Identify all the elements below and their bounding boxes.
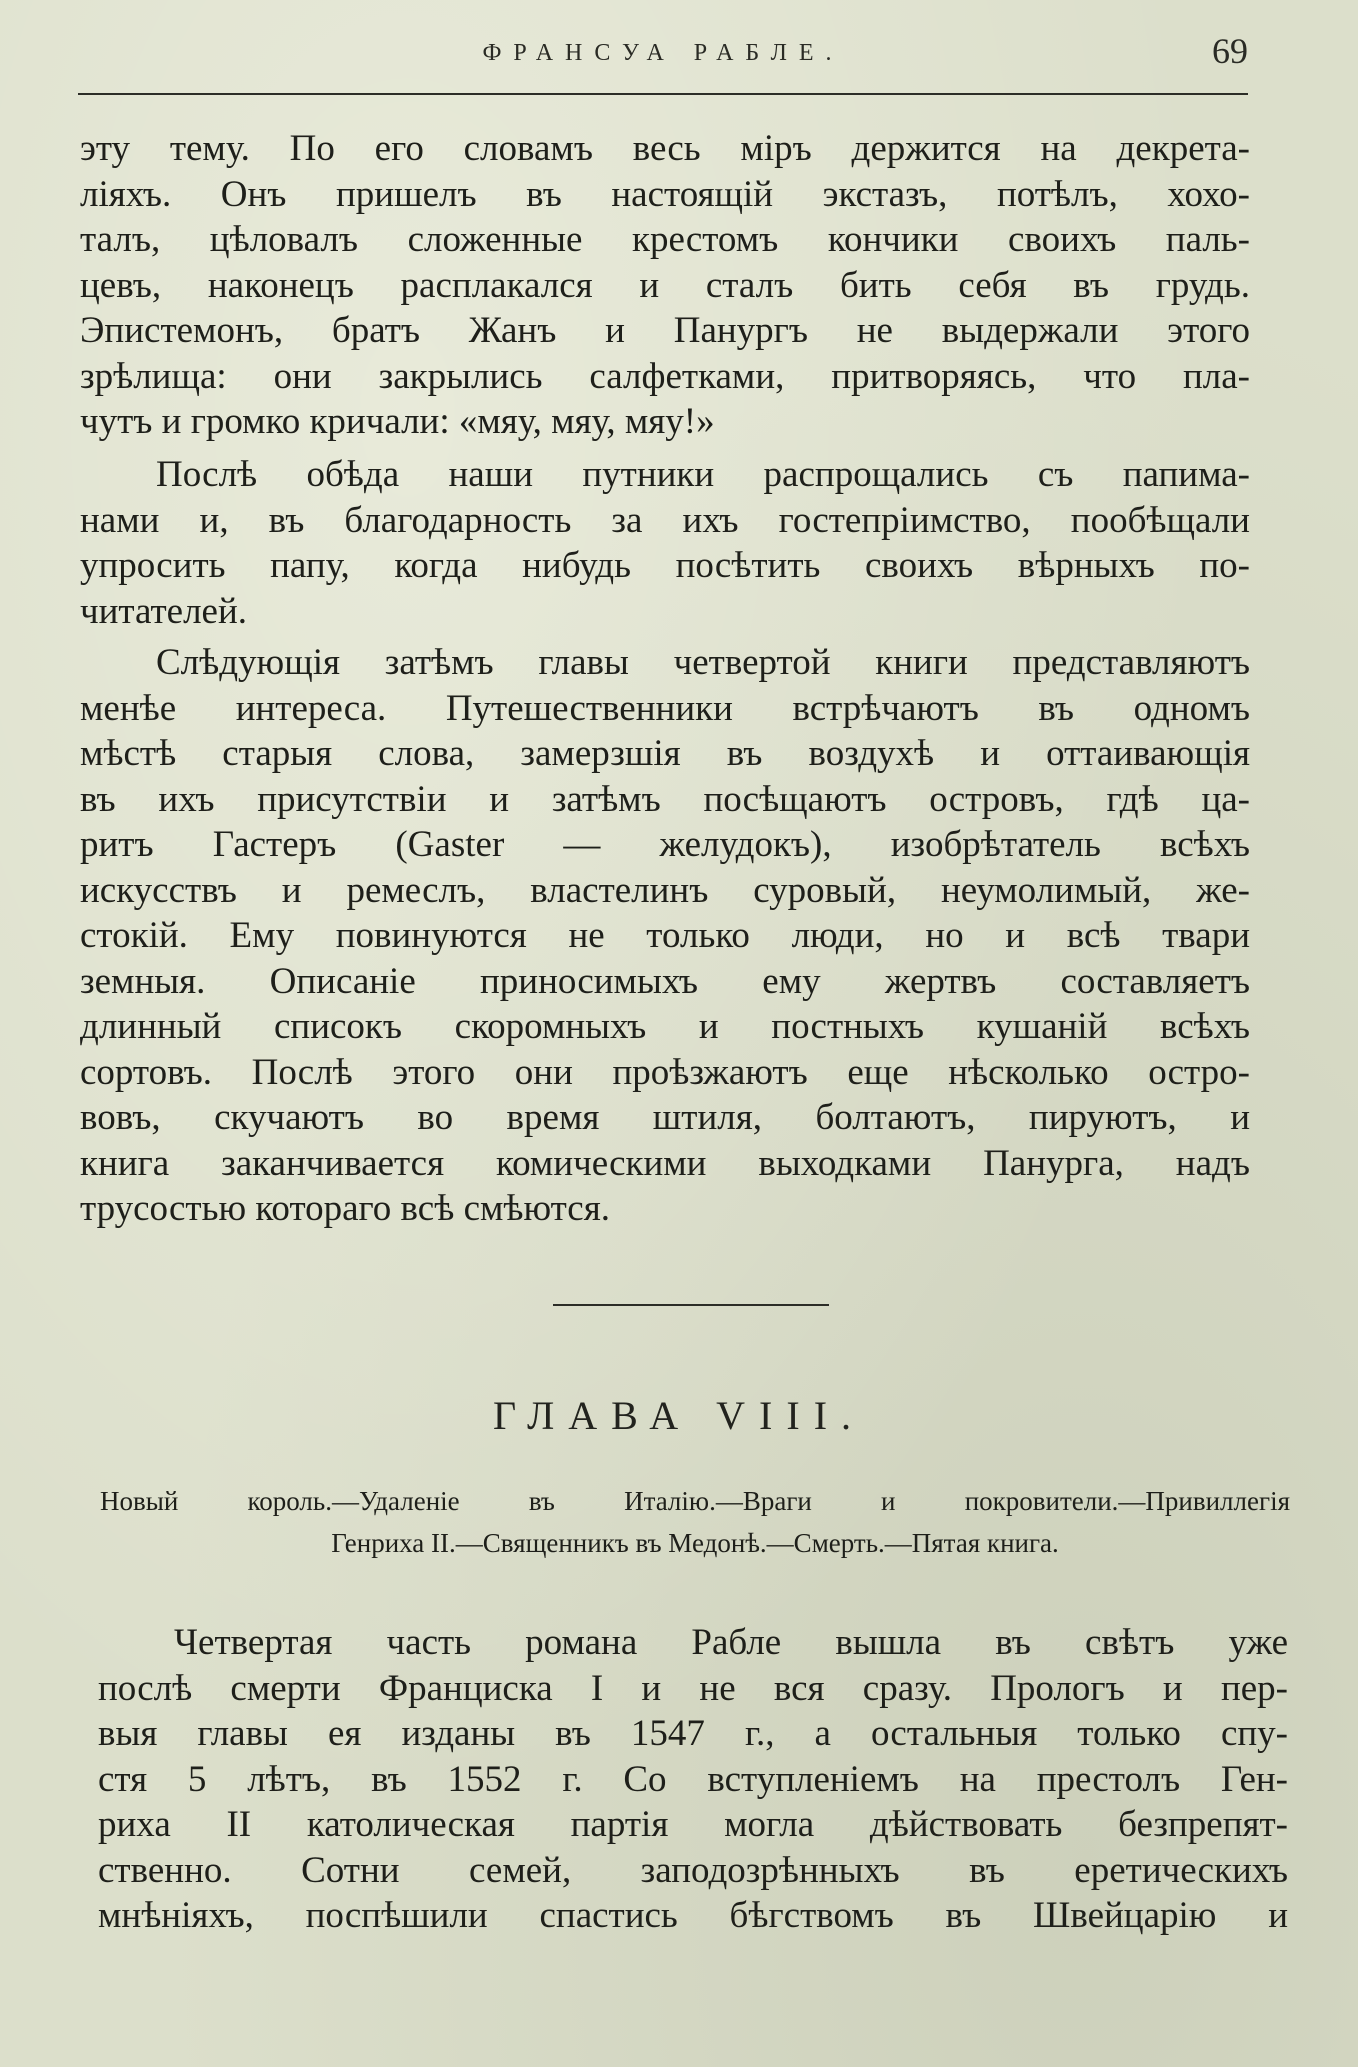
text-line: послѣ смерти Франциска I и не вся сразу. Прологъ и пер- (98, 1667, 1288, 1709)
text-line: цевъ, наконецъ расплакался и сталъ бить себя въ грудь. (80, 264, 1250, 306)
text-line: талъ, цѣловалъ сложенные крестомъ кончики своихъ паль- (80, 219, 1250, 260)
chapter-summary (100, 1480, 1290, 1564)
text-line: вовъ, скучаютъ во время штиля, болтаютъ, пируютъ, и (80, 1097, 1250, 1138)
text-line: читателей. (80, 590, 248, 632)
text-line: ритъ Гастеръ (Gaster — желудокъ), изобрѣтатель всѣхъ (80, 824, 1250, 865)
text-line: эту тему. По его словамъ весь мiръ держится на декрета- (80, 128, 1250, 169)
text-line: выя главы ея изданы въ 1547 г., а остальныя только спу- (98, 1713, 1288, 1754)
text-line: нами и, въ благодарность за ихъ гостепрiимство, пообѣщали (80, 499, 1250, 541)
text-line: стя 5 лѣтъ, въ 1552 г. Со вступленiемъ на престолъ Ген- (98, 1758, 1288, 1800)
running-head (78, 30, 1248, 86)
text-line: риха II католическая партiя могла дѣйствовать безпрепят- (98, 1804, 1288, 1845)
text-line: Эпистемонъ, братъ Жанъ и Панургъ не выдержали этого (80, 310, 1250, 351)
chapter-title: ГЛАВА VIII. (492, 1393, 866, 1438)
paragraph-3 (80, 640, 1250, 1232)
text-line: Слѣдующiя затѣмъ главы четвертой книги представляютъ (156, 642, 1250, 683)
text-line: менѣе интереса. Путешественники встрѣчаютъ въ одномъ (80, 687, 1250, 729)
text-line: книга заканчивается комическими выходками Панурга, надъ (80, 1142, 1250, 1184)
header-rule (78, 93, 1248, 95)
text-line: мѣстѣ старыя слова, замерзшiя въ воздухѣ и оттаивающiя (80, 733, 1250, 774)
text-line: длинный списокъ скоромныхъ и постныхъ кушанiй всѣхъ (80, 1006, 1250, 1047)
text-line: Четвертая часть романа Рабле вышла въ свѣтъ уже (174, 1622, 1288, 1663)
text-line: земныя. Описанiе приносимыхъ ему жертвъ составляетъ (80, 960, 1250, 1002)
text-line: сортовъ. Послѣ этого они проѣзжаютъ еще нѣсколько остро- (80, 1051, 1250, 1093)
paragraph-2 (80, 452, 1250, 634)
text-line: искусствъ и ремеслъ, властелинъ суровый, неумолимый, же- (80, 869, 1250, 911)
text-line: въ ихъ присутствiи и затѣмъ посѣщаютъ островъ, гдѣ ца- (80, 778, 1250, 820)
text-line: зрѣлища: они закрылись салфетками, притворяясь, что пла- (80, 355, 1250, 397)
section-divider (553, 1304, 829, 1306)
running-title: ФРАНСУА РАБЛЕ. (482, 40, 844, 66)
paragraph-4 (98, 1620, 1288, 1939)
paragraph-1 (80, 126, 1250, 445)
text-line: лiяхъ. Онъ пришелъ въ настоящiй экстазъ, потѣлъ, хохо- (80, 173, 1250, 215)
text-line: трусостью котораго всѣ смѣются. (80, 1188, 610, 1229)
text-line: Послѣ обѣда наши путники распрощались съ папима- (156, 454, 1250, 495)
text-line: ственно. Сотни семей, заподозрѣнныхъ въ еретическихъ (98, 1849, 1288, 1891)
page-number: 69 (1212, 31, 1248, 71)
summary-line: Новый король.—Удаленiе въ Италiю.—Враги и покровители.—Привиллегiя (100, 1486, 1290, 1516)
text-line: упросить папу, когда нибудь посѣтить своихъ вѣрныхъ по- (80, 545, 1250, 586)
summary-line: Генриха II.—Священникъ въ Медонѣ.—Смерть.—Пятая книга. (331, 1528, 1059, 1558)
text-line: чутъ и громко кричали: «мяу, мяу, мяу!» (80, 401, 715, 442)
text-line: мнѣнiяхъ, поспѣшили спастись бѣгствомъ въ Швейцарiю и (98, 1895, 1288, 1936)
text-line: стокiй. Ему повинуются не только люди, но и всѣ твари (80, 915, 1250, 956)
